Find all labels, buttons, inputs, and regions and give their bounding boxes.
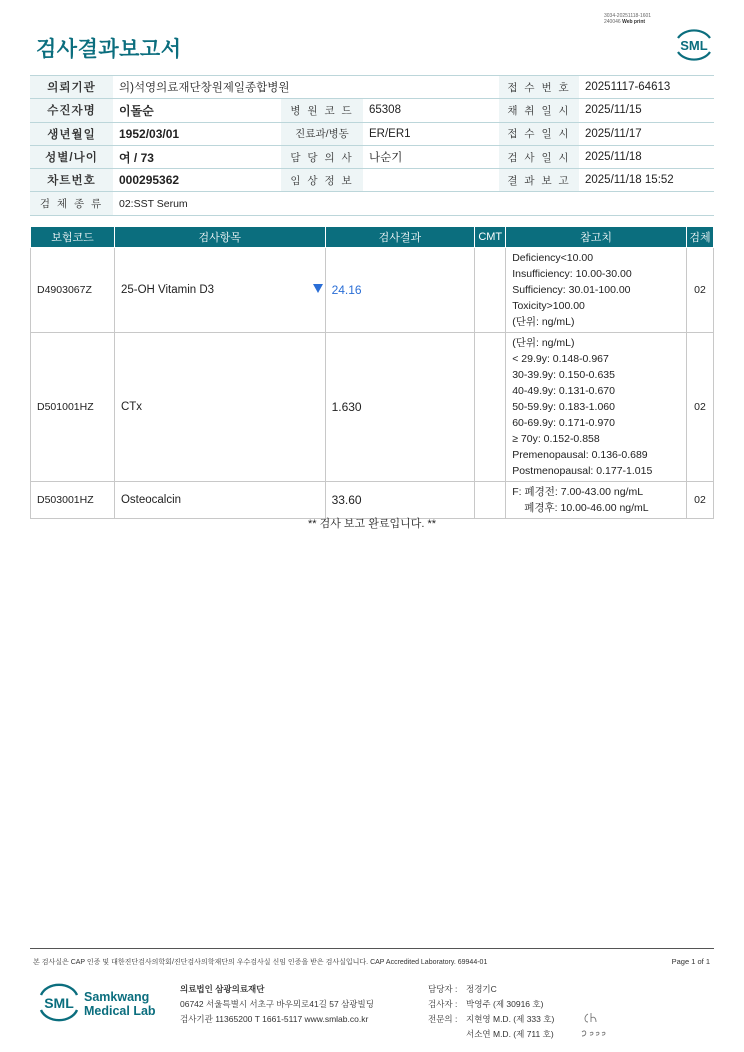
- print-meta-line1: 3034-20251118-1601: [604, 13, 652, 19]
- info-row: [30, 122, 714, 145]
- brand-line2: Medical Lab: [84, 1004, 156, 1018]
- dept-value: ER/ER1: [363, 122, 499, 145]
- reference-range: [506, 248, 687, 333]
- test-result: 1.630: [325, 333, 475, 482]
- reference-line: Insufficiency: 10.00-30.00: [512, 268, 632, 280]
- test-item: [114, 482, 325, 519]
- test-item: [114, 333, 325, 482]
- info-row: [30, 192, 714, 215]
- doctor-label: 담 당 의 사: [281, 145, 363, 168]
- insurance-code: D503001HZ: [31, 482, 115, 519]
- reference-line: 50-59.9y: 0.183-1.060: [512, 401, 615, 413]
- test-item-name: CTx: [120, 401, 143, 413]
- samkwang-logo-icon: [36, 980, 82, 1024]
- test-item-name: 25-OH Vitamin D3: [120, 284, 215, 296]
- reference-line: (단위: ng/mL): [512, 316, 575, 328]
- staff-row: [428, 997, 554, 1012]
- report-complete-note: ** 검사 보고 완료입니다. **: [307, 518, 437, 530]
- info-row: [30, 76, 714, 99]
- test-date-value: 2025/11/18: [579, 145, 714, 168]
- dept-label: 진료과/병동: [281, 122, 363, 145]
- reference-line: F: 폐경전: 7.00-43.00 ng/mL: [512, 486, 644, 498]
- patient-info-table: [30, 75, 714, 216]
- results-table: [30, 226, 714, 519]
- organization-info: [180, 982, 374, 1027]
- logo-text: SML: [44, 995, 74, 1011]
- print-meta-code: 240046: [604, 19, 621, 25]
- specimen-value: 02:SST Serum: [113, 192, 714, 215]
- report-title: 검사결과보고서: [36, 38, 182, 61]
- specimen-code: 02: [686, 482, 713, 519]
- staff-name: 박영주 (제 30916 호): [466, 999, 544, 1009]
- col-header-specimen: 검체: [686, 227, 713, 248]
- institution-label: 의뢰기관: [30, 76, 113, 99]
- reference-line: Sufficiency: 30.01-100.00: [512, 284, 631, 296]
- staff-name: 지현영 M.D. (제 333 호): [466, 1014, 555, 1024]
- reference-line: 40-49.9y: 0.131-0.670: [512, 385, 615, 397]
- col-header-result: 검사결과: [325, 227, 475, 248]
- page-number: Page 1 of 1: [671, 957, 710, 966]
- table-row: [31, 333, 714, 482]
- reference-line: Toxicity>100.00: [512, 300, 585, 312]
- cmt-cell: [475, 333, 506, 482]
- sex-age-value: 여 / 73: [113, 145, 281, 168]
- specimen-code: 02: [686, 248, 713, 333]
- reference-line: 30-39.9y: 0.150-0.635: [512, 369, 615, 381]
- accreditation-note: 본 검사실은 CAP 인증 및 대한진단검사의학회/진단검사의학재단의 우수검사실 신임 인증을 받은 검사실입니다. CAP Accredited Laboratory. 69944-01: [33, 959, 488, 966]
- print-meta-mode: Web print: [622, 19, 646, 25]
- footer-divider: [30, 948, 714, 949]
- staff-row: [428, 982, 554, 997]
- specimen-label: 검 체 종 류: [30, 192, 113, 215]
- receipt-no-value: 20251117-64613: [579, 76, 714, 99]
- test-date-label: 검 사 일 시: [499, 145, 579, 168]
- report-date-label: 결 과 보 고: [499, 169, 579, 192]
- institution-value: 의)석영의료재단창원제일종합병원: [113, 76, 499, 99]
- test-result: 24.16: [325, 248, 475, 333]
- table-row: [31, 248, 714, 333]
- reference-line: < 29.9y: 0.148-0.967: [512, 353, 609, 365]
- low-flag-arrow-icon: [313, 284, 323, 293]
- test-result: 33.60: [325, 482, 475, 519]
- reference-line: Deficiency<10.00: [512, 252, 594, 264]
- reference-line: Premenopausal: 0.136-0.689: [512, 449, 648, 461]
- staff-role: 전문의 :: [428, 1014, 458, 1024]
- info-row: [30, 169, 714, 192]
- print-meta: [604, 13, 674, 25]
- svg-text:SML: SML: [680, 38, 708, 53]
- collect-date-value: 2025/11/15: [579, 99, 714, 122]
- chart-no-label: 차트번호: [30, 169, 113, 192]
- insurance-code: D501001HZ: [31, 333, 115, 482]
- sml-logo-icon: [672, 24, 716, 64]
- staff-row: [428, 1012, 554, 1027]
- reference-range: [506, 333, 687, 482]
- brand-name: [84, 990, 156, 1018]
- name-label: 수진자명: [30, 99, 113, 122]
- insurance-code: D4903067Z: [31, 248, 115, 333]
- reference-line: ≥ 70y: 0.152-0.858: [512, 433, 600, 445]
- staff-list: [428, 982, 554, 1042]
- reference-line: Postmenopausal: 0.177-1.015: [512, 465, 653, 477]
- hospital-code-label: 병 원 코 드: [281, 99, 363, 122]
- chart-no-value: 000295362: [113, 169, 281, 192]
- report-date-value: 2025/11/18 15:52: [579, 169, 714, 192]
- print-meta-line2: [604, 19, 674, 25]
- doctor-value: 나순기: [363, 145, 499, 168]
- cmt-cell: [475, 482, 506, 519]
- info-row: [30, 145, 714, 168]
- col-header-cmt: CMT: [475, 227, 506, 248]
- test-item: [114, 248, 325, 333]
- test-item-name: Osteocalcin: [120, 494, 182, 506]
- results-header-row: [31, 227, 714, 248]
- staff-name: 서소연 M.D. (제 711 호): [466, 1029, 554, 1039]
- table-row: [31, 482, 714, 519]
- col-header-reference: 참고치: [506, 227, 687, 248]
- sex-age-label: 성별/나이: [30, 145, 113, 168]
- staff-name: 정경기C: [466, 984, 497, 994]
- staff-role: [428, 1027, 466, 1042]
- dob-label: 생년월일: [30, 122, 113, 145]
- name-value: 이돌순: [113, 99, 281, 122]
- org-contact: 검사기관 11365200 T 1661-5117 www.smlab.co.kr: [180, 1014, 369, 1024]
- reference-line: 60-69.9y: 0.171-0.970: [512, 417, 615, 429]
- reference-line: (단위: ng/mL): [512, 337, 575, 349]
- clinical-info-label: 임 상 정 보: [281, 169, 363, 192]
- receipt-no-label: 접 수 번 호: [499, 76, 579, 99]
- staff-role: 검사자 :: [428, 999, 458, 1009]
- receipt-date-value: 2025/11/17: [579, 122, 714, 145]
- collect-date-label: 채 취 일 시: [499, 99, 579, 122]
- col-header-code: 보험코드: [31, 227, 115, 248]
- col-header-item: 검사항목: [114, 227, 325, 248]
- cmt-cell: [475, 248, 506, 333]
- brand-line1: Samkwang: [84, 990, 150, 1004]
- org-address: 06742 서울특별시 서초구 바우뫼로41길 57 삼광빌딩: [180, 999, 374, 1009]
- info-row: [30, 99, 714, 122]
- clinical-info-value: [363, 169, 499, 192]
- reference-line: 폐경후: 10.00-46.00 ng/mL: [524, 502, 649, 514]
- dob-value: 1952/03/01: [113, 122, 281, 145]
- org-name: 의료법인 삼광의료재단: [180, 984, 265, 994]
- receipt-date-label: 접 수 일 시: [499, 122, 579, 145]
- staff-role: 담당자 :: [428, 984, 458, 994]
- specimen-code: 02: [686, 333, 713, 482]
- reference-range: [506, 482, 687, 519]
- staff-row: [428, 1027, 554, 1042]
- hospital-code-value: 65308: [363, 99, 499, 122]
- signature-icon: [578, 1008, 612, 1040]
